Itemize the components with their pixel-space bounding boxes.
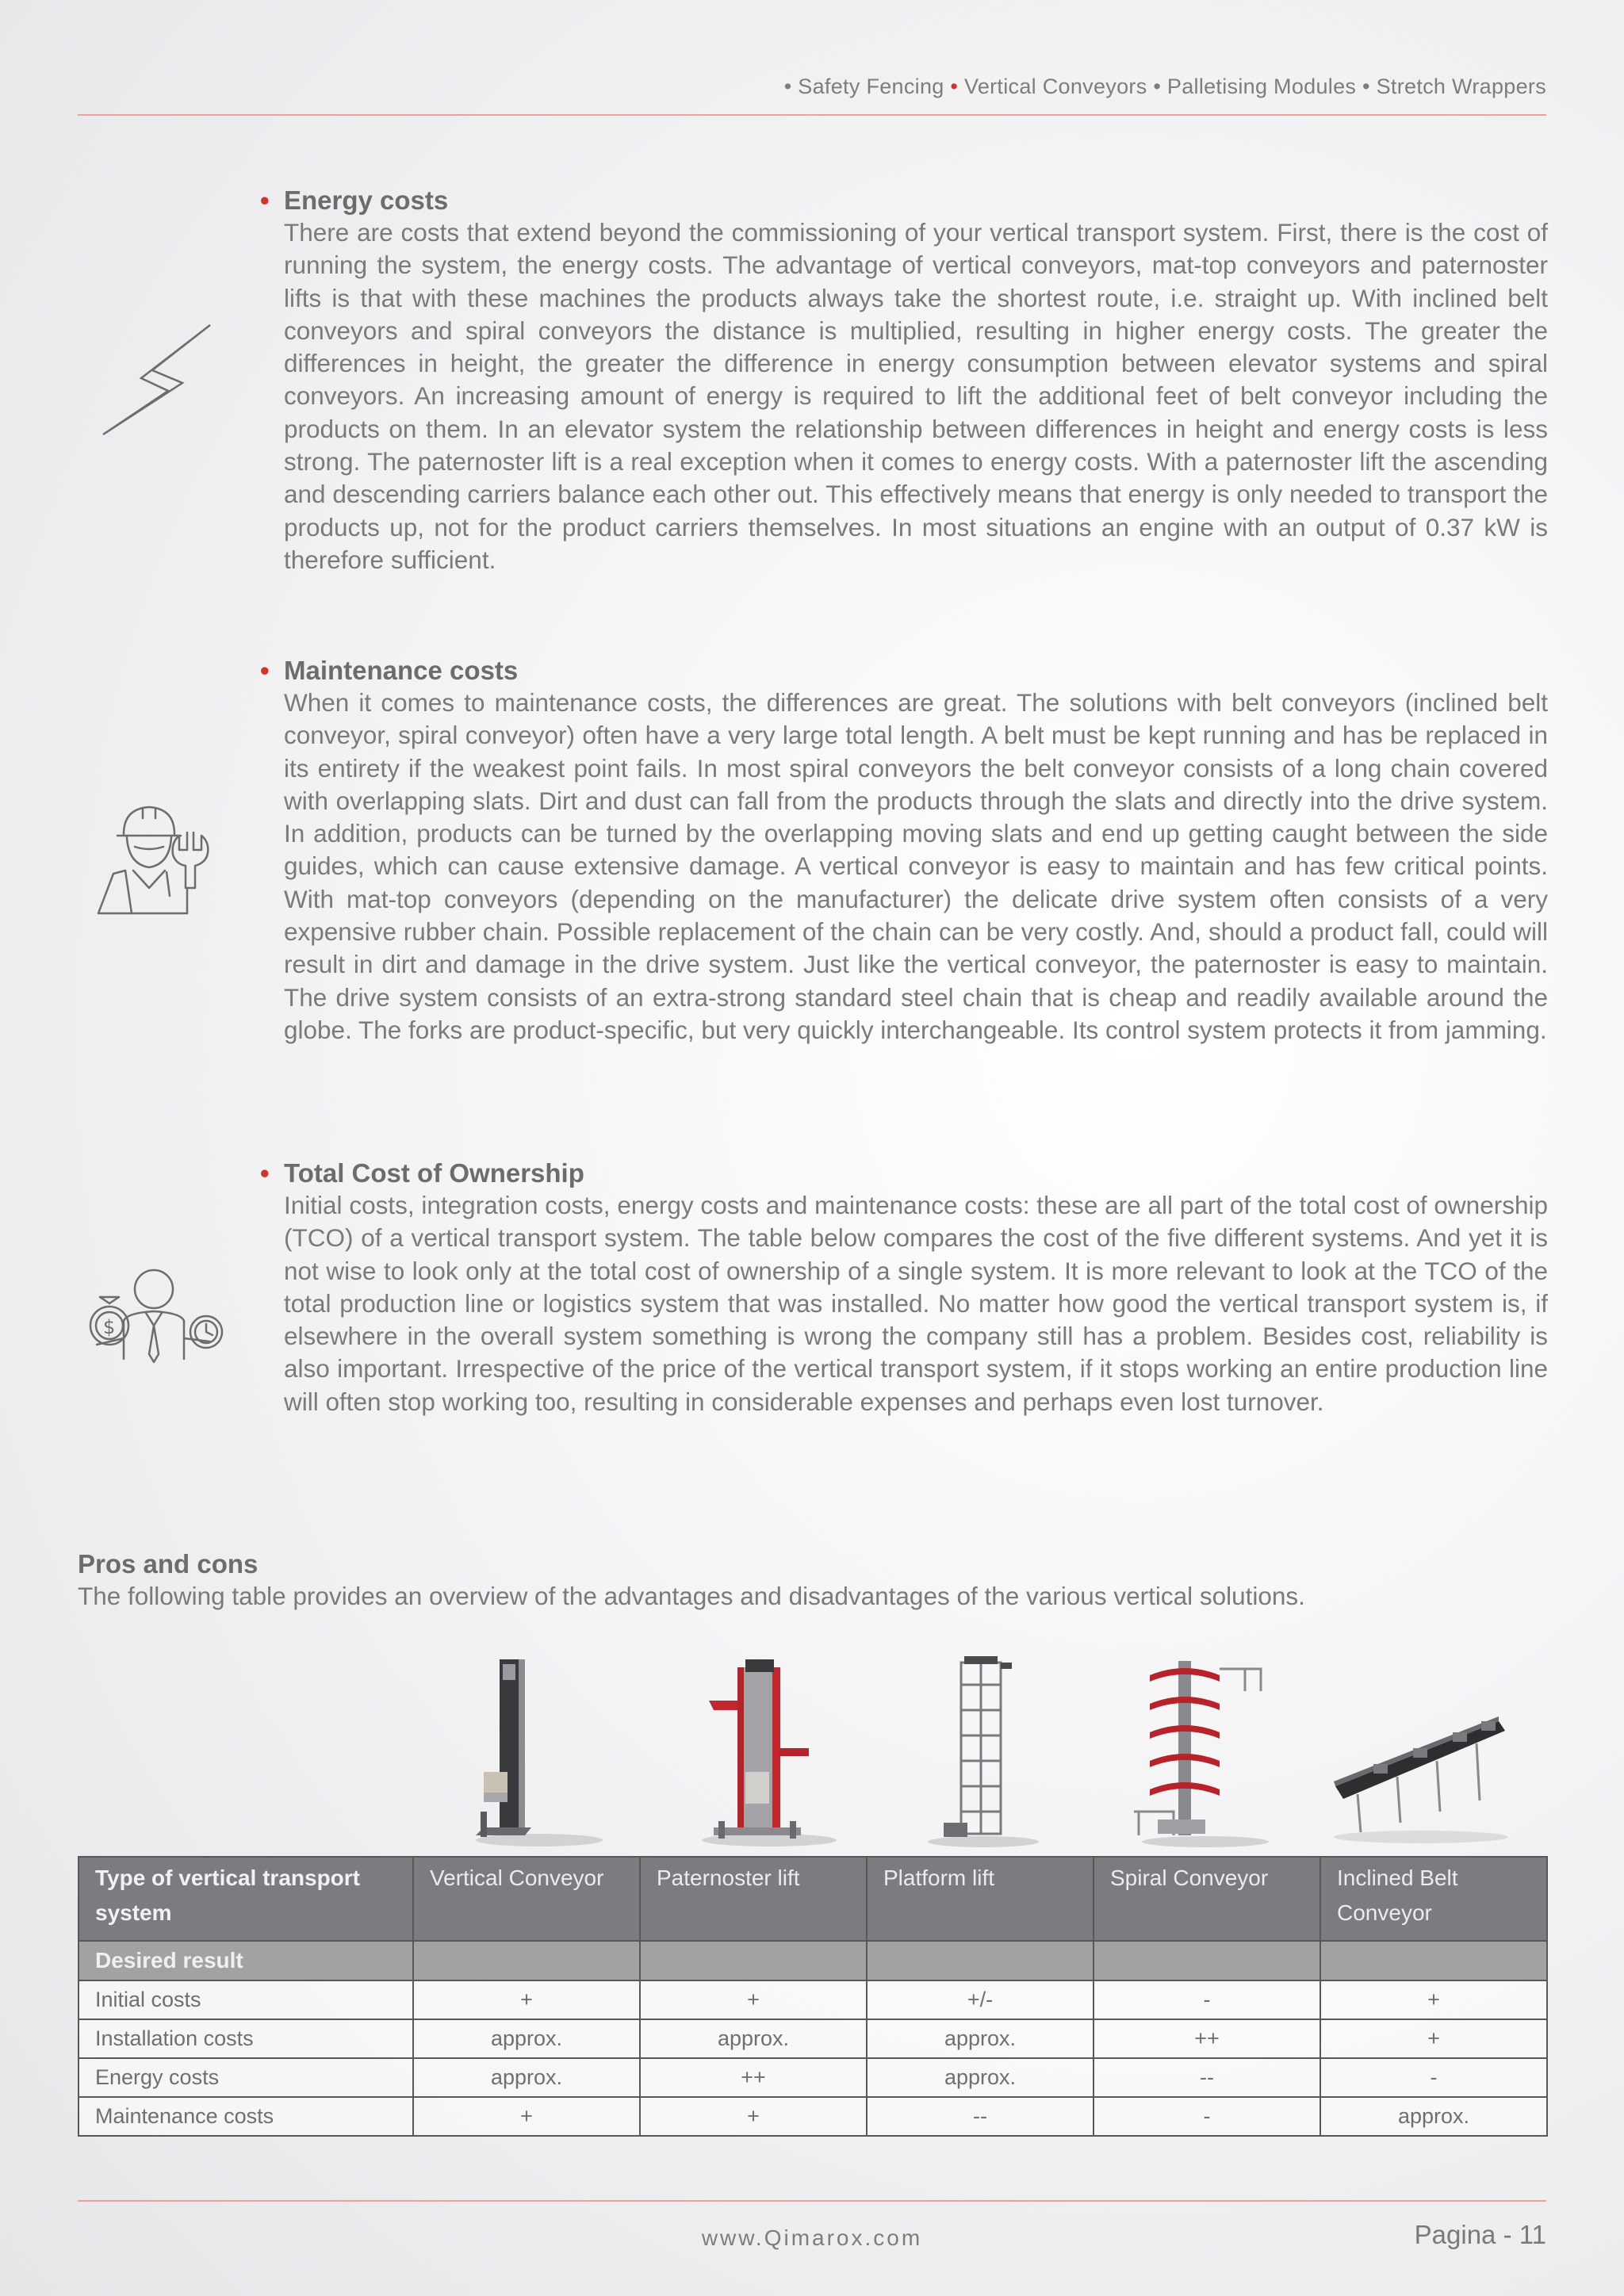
section-energy-costs xyxy=(260,185,1548,576)
table-cell: + xyxy=(413,1980,640,2019)
businessman-balance-icon xyxy=(82,1265,225,1376)
platform-lift-image xyxy=(912,1653,1055,1851)
table-cell: approx. xyxy=(640,2019,867,2058)
section-title: Maintenance costs xyxy=(284,656,519,685)
table-cell: + xyxy=(640,2097,867,2136)
nav-item-safety-fencing[interactable]: Safety Fencing xyxy=(798,75,944,98)
table-subheader-row xyxy=(79,1941,1547,1980)
table-header-vertical-conveyor: Vertical Conveyor xyxy=(413,1857,640,1941)
table-cell: approx. xyxy=(867,2058,1094,2097)
page-number: Pagina - 11 xyxy=(1414,2220,1546,2249)
nav-item-stretch-wrappers[interactable]: Stretch Wrappers xyxy=(1376,75,1546,98)
pros-cons-subtitle: The following table provides an overview of the advantages and disadvantages of the various vertical solutions. xyxy=(78,1582,1305,1610)
section-body: Initial costs, integration costs, energy costs and maintenance costs: these are all part of the total cost of ownership (TCO) of a vertical transport system. The table below compares the cost of the five different systems. And yet it is not wise to look only at the total cost of ownership of a single system. It is more relevant to look at the TCO of the total production line or logistics system that was installed. No matter how good the vertical transport system is, if elsewhere in the overall system something is wrong the company still has a problem. Besides cost, reliability is also important. Irrespective of the price of the vertical transport system, if it stops working an entire production line will often stop working too, resulting in considerable expenses and perhaps even lost turnover. xyxy=(284,1191,1548,1416)
lightning-icon xyxy=(95,321,214,440)
section-maintenance-costs xyxy=(260,655,1548,1047)
row-label: Installation costs xyxy=(79,2019,413,2058)
spiral-conveyor-image xyxy=(1126,1653,1285,1851)
table-header-row xyxy=(79,1857,1547,1941)
svg-text:$: $ xyxy=(103,1316,116,1338)
paternoster-lift-image xyxy=(690,1653,848,1851)
table-cell: approx. xyxy=(867,2019,1094,2058)
bullet-icon: • xyxy=(260,1158,270,1188)
table-cell: + xyxy=(413,2097,640,2136)
footer-url[interactable]: www.Qimarox.com xyxy=(701,2225,923,2250)
table-cell: - xyxy=(1094,1980,1320,2019)
section-title: Energy costs xyxy=(284,186,449,215)
row-label: Energy costs xyxy=(79,2058,413,2097)
table-cell: approx. xyxy=(1320,2097,1547,2136)
table-cell: - xyxy=(1094,2097,1320,2136)
table-cell: + xyxy=(640,1980,867,2019)
table-header-spiral-conveyor: Spiral Conveyor xyxy=(1094,1857,1320,1941)
table-cell: ++ xyxy=(640,2058,867,2097)
table-row xyxy=(79,2058,1547,2097)
section-title: Total Cost of Ownership xyxy=(284,1158,584,1188)
table-cell: approx. xyxy=(413,2058,640,2097)
table-row xyxy=(79,2019,1547,2058)
table-header-inclined-belt-conveyor: Inclined Belt Conveyor xyxy=(1320,1857,1547,1941)
table-header-paternoster-lift: Paternoster lift xyxy=(640,1857,867,1941)
table-row xyxy=(79,1980,1547,2019)
row-label: Maintenance costs xyxy=(79,2097,413,2136)
bullet-icon: • xyxy=(260,186,270,215)
inclined-belt-conveyor-image xyxy=(1326,1653,1516,1851)
section-body: There are costs that extend beyond the commissioning of your vertical transport system. First, there is the cost of running the system, the energy costs. The advantage of vertical conveyors, mat-top conveyors and paternoster lifts is that with these machines the products always take the shortest route, i.e. straight up. With inclined belt conveyors and spiral conveyors the distance is multiplied, resulting in higher energy costs. The greater the differences in height, the greater the difference in energy consumption between elevator systems and spiral conveyors. An increasing amount of energy is required to lift the additional feet of belt conveyor including the products on them. In an elevator system the relationship between differences in height and energy costs is less strong. The paternoster lift is a real exception when it comes to energy costs. With a paternoster lift the ascending and descending carriers balance each other out. This effectively means that energy is only needed to transport the products up, not for the product carriers themselves. In most situations an engine with an output of 0.37 kW is therefore sufficient. xyxy=(284,218,1548,574)
bullet-icon: • xyxy=(260,656,270,685)
table-cell: ++ xyxy=(1094,2019,1320,2058)
section-body: When it comes to maintenance costs, the differences are great. The solutions with belt conveyors (inclined belt conveyor, spiral conveyor) often have a very large total length. A belt must be kept running and has be replaced in its entirety if the weakest point fails. In most spiral conveyors the belt conveyor consists of a long chain covered with overlapping slats. Dirt and dust can fall from the products through the slats and directly into the drive system. In addition, products can be turned by the overlapping moving slats and end up getting caught between the side guides, which can cause extensive damage. A vertical conveyor is easy to maintain and has few critical points. With mat-top conveyors (depending on the manufacturer) the delicate drive system often consists of a very expensive rubber chain. Possible replacement of the chain can be very costly. And, should a product fall, could will result in dirt and damage in the drive system. Just like the vertical conveyor, the paternoster is easy to maintain. The drive system consists of an extra-strong standard steel chain that is cheap and readily available around the globe. The forks are product-specific, but very quickly interchangeable. Its control system protects it from jamming. xyxy=(284,688,1548,1044)
section-total-cost-of-ownership xyxy=(260,1158,1548,1418)
table-header-platform-lift: Platform lift xyxy=(867,1857,1094,1941)
vertical-conveyor-image xyxy=(452,1653,611,1851)
pros-cons-title: Pros and cons xyxy=(78,1549,259,1578)
nav-item-palletising-modules[interactable]: Palletising Modules xyxy=(1166,75,1357,98)
table-row xyxy=(79,2097,1547,2136)
table-cell: +/- xyxy=(867,1980,1094,2019)
nav-item-vertical-conveyors[interactable]: Vertical Conveyors xyxy=(964,75,1147,98)
header-nav: • Safety Fencing • Vertical Conveyors • Palletising Modules • Stretch Wrappers xyxy=(783,75,1546,98)
table-cell: -- xyxy=(867,2097,1094,2136)
table-cell: approx. xyxy=(413,2019,640,2058)
table-cell: + xyxy=(1320,2019,1547,2058)
table-header-type: Type of vertical transport system xyxy=(79,1857,413,1941)
desired-result-label: Desired result xyxy=(79,1941,413,1980)
comparison-table xyxy=(78,1856,1548,2137)
row-label: Initial costs xyxy=(79,1980,413,2019)
table-cell: -- xyxy=(1094,2058,1320,2097)
worker-wrench-icon xyxy=(94,801,220,920)
footer-divider xyxy=(78,2200,1546,2202)
table-cell: + xyxy=(1320,1980,1547,2019)
header-divider xyxy=(78,114,1546,116)
table-cell: - xyxy=(1320,2058,1547,2097)
